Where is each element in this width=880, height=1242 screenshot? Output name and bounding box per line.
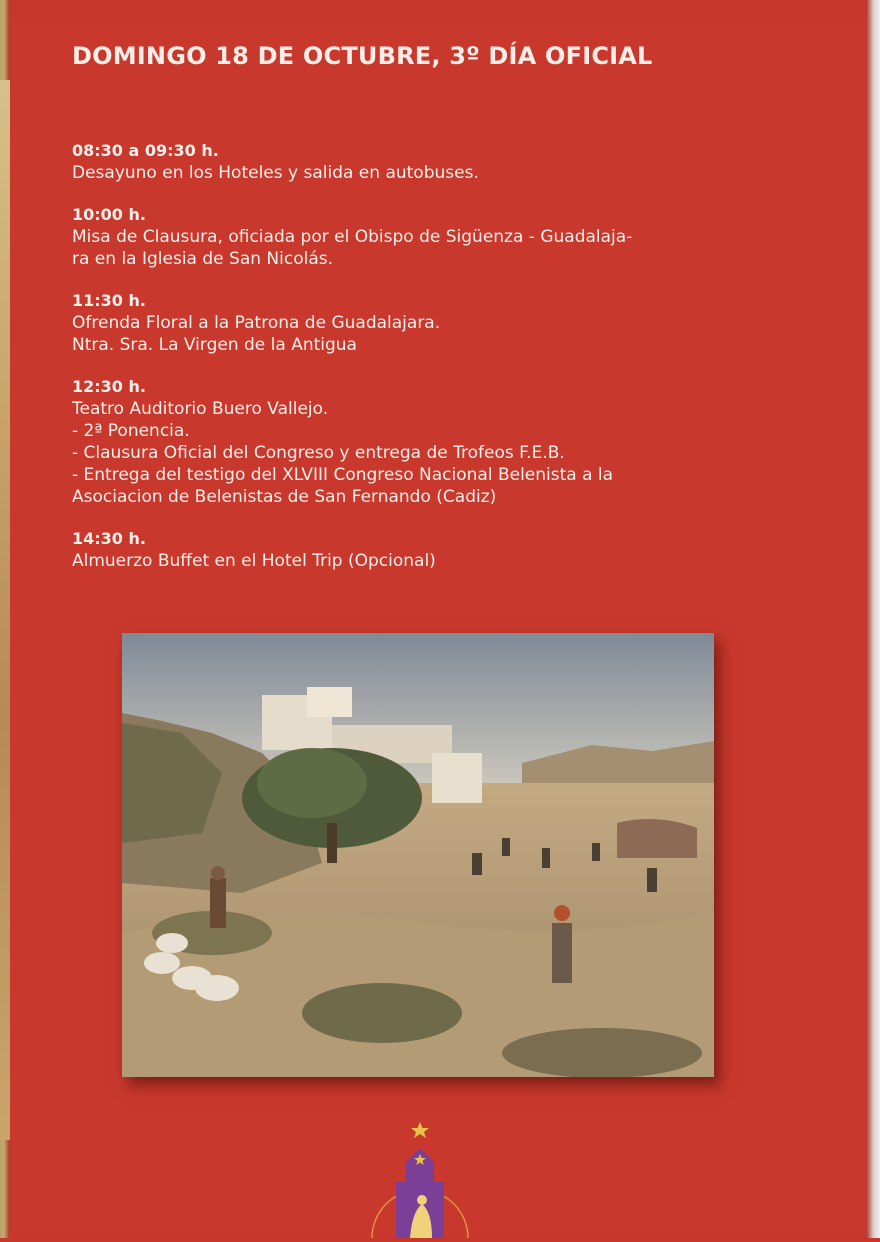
nativity-scene-photo (122, 633, 714, 1077)
schedule-entry (72, 140, 792, 184)
schedule-list (72, 140, 792, 592)
page-title: DOMINGO 18 DE OCTUBRE, 3º DÍA OFICIAL (72, 42, 653, 70)
schedule-entry (72, 528, 792, 572)
congress-logo (352, 1112, 488, 1238)
schedule-entry (72, 204, 792, 270)
entry-text: Ofrenda Floral a la Patrona de Guadalajara. (72, 313, 441, 333)
entry-time: 08:30 a 09:30 h. (72, 141, 219, 160)
entry-text: Teatro Auditorio Buero Vallejo. (72, 399, 329, 419)
entry-text: - 2ª Ponencia. (72, 421, 190, 441)
schedule-entry (72, 290, 792, 356)
entry-text: - Clausura Oficial del Congreso y entrega de Trofeos F.E.B. (72, 443, 565, 463)
schedule-entry (72, 376, 792, 508)
right-page-edge (866, 0, 880, 1238)
entry-text: Almuerzo Buffet en el Hotel Trip (Opcional) (72, 551, 436, 571)
entry-text: Desayuno en los Hoteles y salida en autobuses. (72, 163, 479, 183)
entry-text: Misa de Clausura, oficiada por el Obispo de Sigüenza - Guadalaja- (72, 227, 633, 247)
entry-time: 11:30 h. (72, 291, 146, 310)
entry-text: Ntra. Sra. La Virgen de la Antigua (72, 335, 357, 355)
left-page-edge (0, 0, 10, 1238)
entry-time: 10:00 h. (72, 205, 146, 224)
entry-time: 12:30 h. (72, 377, 146, 396)
entry-text: - Entrega del testigo del XLVIII Congreso Nacional Belenista a la (72, 465, 614, 485)
entry-text: ra en la Iglesia de San Nicolás. (72, 249, 334, 269)
entry-text: Asociacion de Belenistas de San Fernando (Cadiz) (72, 487, 497, 507)
entry-time: 14:30 h. (72, 529, 146, 548)
